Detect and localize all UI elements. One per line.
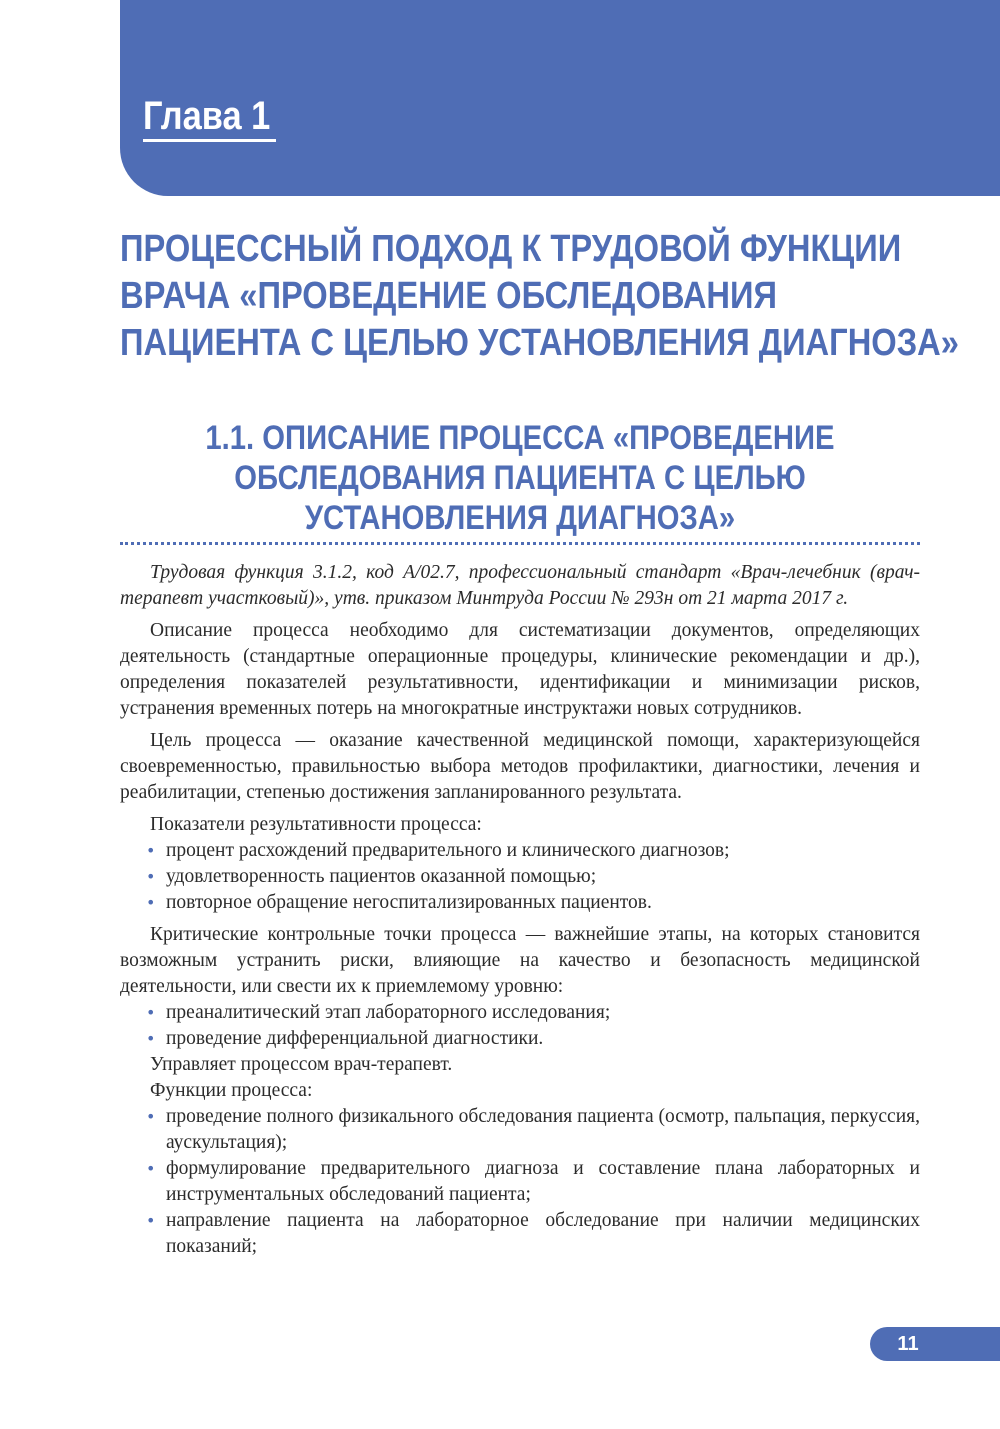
list-item: • удовлетворенность пациентов оказанной помощью;	[120, 864, 920, 890]
indicators-list	[120, 838, 920, 916]
chapter-label-underline	[143, 139, 276, 142]
paragraph: Описание процесса необходимо для систематизации документов, определяющих деятельность (стандартные операционные процедуры, клинические рекомендации и др.), определения показателей результативности, идентификации и минимизации рисков, устранения временных потерь на многократные инструктажи новых сотрудников.	[120, 620, 920, 719]
bullet-icon: •	[146, 1029, 156, 1048]
list-item: • проведение дифференциальной диагностики.	[120, 1026, 920, 1052]
bullet-icon: •	[146, 1107, 156, 1126]
bullet-icon: •	[146, 841, 156, 860]
list-item: • направление пациента на лабораторное обследование при наличии медицинских показаний;	[146, 1210, 920, 1257]
chapter-title-line: ПАЦИЕНТА С ЦЕЛЬЮ УСТАНОВЛЕНИЯ ДИАГНОЗА»	[120, 322, 959, 364]
chapter-title-line: ПРОЦЕССНЫЙ ПОДХОД К ТРУДОВОЙ ФУНКЦИИ	[120, 228, 902, 270]
paragraph: Управляет процессом врач-терапевт.	[150, 1054, 453, 1075]
section-title	[120, 418, 920, 538]
page-number: 11	[897, 1333, 919, 1355]
paragraph: Критические контрольные точки процесса — важнейшие этапы, на которых становится возможным устранить риски, влияющие на качество и безопасность медицинской деятельности, или свести их к приемлемому уровню:	[120, 924, 920, 997]
chapter-title	[120, 226, 959, 367]
chapter-title-line: ВРАЧА «ПРОВЕДЕНИЕ ОБСЛЕДОВАНИЯ	[120, 275, 778, 317]
bullet-icon: •	[146, 1003, 156, 1022]
bullet-icon: •	[146, 1211, 156, 1230]
chapter-label: Глава 1	[143, 94, 271, 138]
functions-list	[120, 1104, 920, 1260]
control-points-list	[120, 1000, 920, 1052]
section-title-line: 1.1. ОПИСАНИЕ ПРОЦЕССА «ПРОВЕДЕНИЕ	[205, 419, 835, 457]
section-divider	[120, 542, 920, 545]
list-item: • процент расхождений предварительного и клинического диагнозов;	[120, 838, 920, 864]
paragraph: Цель процесса — оказание качественной медицинской помощи, характеризующейся своевременностью, правильностью выбора методов профилактики, диагностики, лечения и реабилитации, степенью достижения запланированного результата.	[120, 730, 920, 803]
section-title-line: ОБСЛЕДОВАНИЯ ПАЦИЕНТА С ЦЕЛЬЮ	[234, 459, 806, 497]
list-item: • проведение полного физикального обследования пациента (осмотр, пальпация, перкуссия, аускультация);	[146, 1106, 920, 1153]
list-heading: Функции процесса:	[150, 1080, 313, 1101]
list-item: • преаналитический этап лабораторного исследования;	[120, 1000, 920, 1026]
list-item: • формулирование предварительного диагноза и составление плана лабораторных и инструментальных обследований пациента;	[146, 1158, 920, 1205]
body-text	[120, 560, 920, 1260]
list-heading: Показатели результативности процесса:	[150, 814, 482, 835]
bullet-icon: •	[146, 867, 156, 886]
list-item: • повторное обращение негоспитализированных пациентов.	[120, 890, 920, 916]
section-title-line: УСТАНОВЛЕНИЯ ДИАГНОЗА»	[304, 499, 736, 537]
bullet-icon: •	[146, 893, 156, 912]
intro-paragraph: Трудовая функция 3.1.2, код A/02.7, профессиональный стандарт «Врач-лечебник (врач-терапевт участковый)», утв. приказом Минтруда России № 293н от 21 марта 2017 г.	[120, 562, 920, 609]
bullet-icon: •	[146, 1159, 156, 1178]
